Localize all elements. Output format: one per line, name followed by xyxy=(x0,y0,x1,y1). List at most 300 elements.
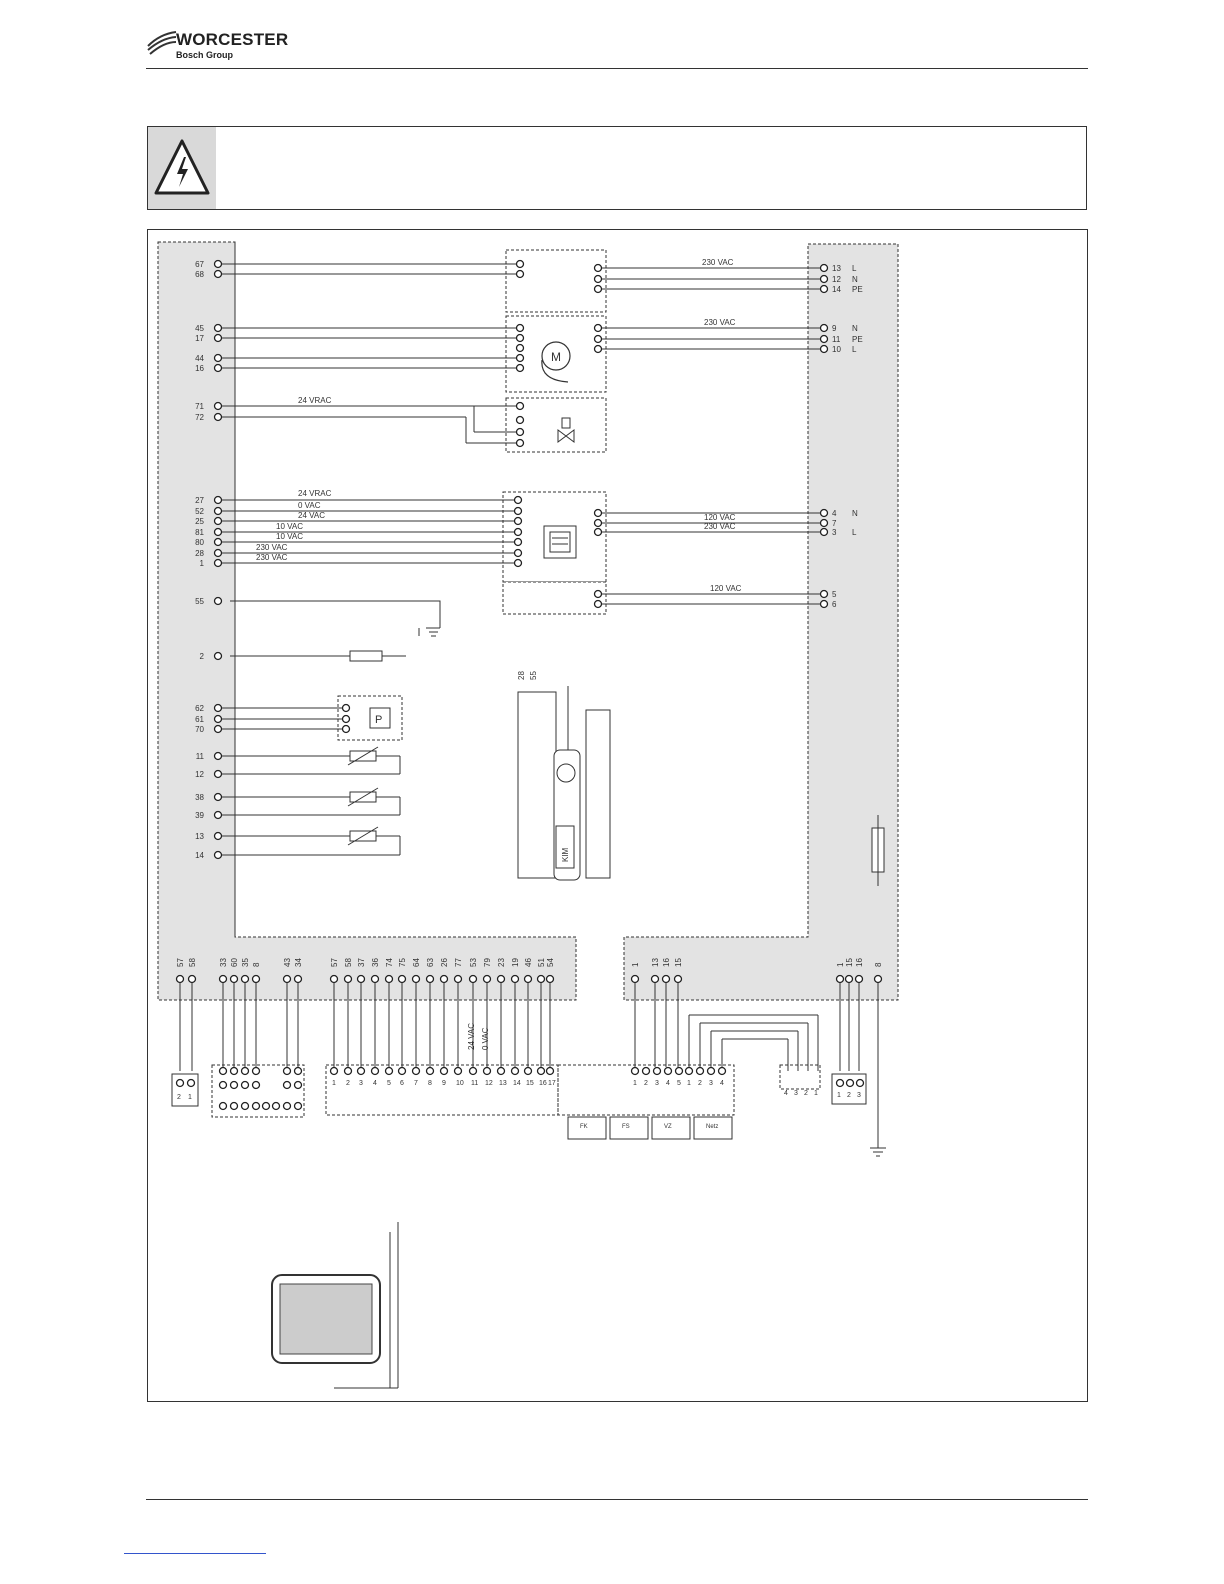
connector-label: KIM xyxy=(561,847,570,862)
relay-terminal xyxy=(295,1103,302,1110)
bottom-terminal xyxy=(345,976,352,983)
bottom-terminal xyxy=(220,976,227,983)
strip-c-label: 2 xyxy=(698,1080,702,1087)
component-terminal xyxy=(515,508,522,515)
bottom-terminal-label: 64 xyxy=(412,958,421,967)
earth-icon xyxy=(419,628,440,636)
bottom-terminal-label: 19 xyxy=(511,958,520,967)
mains-terminal xyxy=(847,1080,854,1087)
module-label: VZ xyxy=(664,1124,672,1130)
bottom-terminal-label: 15 xyxy=(845,958,854,967)
strip-terminal-label: 8 xyxy=(428,1080,432,1087)
left-terminal xyxy=(215,539,222,546)
bottom-terminal xyxy=(331,976,338,983)
bottom-terminal xyxy=(441,976,448,983)
component-terminal xyxy=(517,261,524,268)
left-terminal xyxy=(215,812,222,819)
left-terminal xyxy=(215,271,222,278)
bottom-terminal xyxy=(484,976,491,983)
left-terminal xyxy=(215,598,222,605)
component-terminal xyxy=(595,601,602,608)
component-terminal xyxy=(515,539,522,546)
small-terminal-label: 2 xyxy=(177,1094,181,1101)
relay-terminal xyxy=(284,1082,291,1089)
switch-pin-label: 3 xyxy=(794,1090,798,1097)
mains-terminal-label: 3 xyxy=(857,1092,861,1099)
component-terminal xyxy=(595,276,602,283)
component-terminal xyxy=(517,429,524,436)
bottom-terminal xyxy=(386,976,393,983)
left-terminal-label: 70 xyxy=(195,725,204,734)
left-terminal-label: 44 xyxy=(195,354,204,363)
bottom-terminal-label: 51 xyxy=(537,958,546,967)
strip-terminal-label: 10 xyxy=(456,1080,464,1087)
left-terminal xyxy=(215,325,222,332)
strip-terminal-label: 6 xyxy=(400,1080,404,1087)
strip-terminal xyxy=(455,1068,462,1075)
bottom-terminal xyxy=(547,976,554,983)
right-terminal xyxy=(821,265,828,272)
brand-name: WORCESTER xyxy=(176,30,289,49)
wire-label: 24 VAC xyxy=(467,1023,476,1050)
right-terminal-signal: N xyxy=(852,324,858,333)
left-terminal-label: 12 xyxy=(195,770,204,779)
bottom-terminal-label: 26 xyxy=(440,958,449,967)
wire-label: 0 VAC xyxy=(481,1027,490,1050)
right-terminal-number: 7 xyxy=(832,519,837,528)
left-terminal-label: 28 xyxy=(195,549,204,558)
left-terminal xyxy=(215,753,222,760)
bottom-terminal-label: 35 xyxy=(241,958,250,967)
left-terminal xyxy=(215,833,222,840)
bottom-terminal-label: 57 xyxy=(330,958,339,967)
bottom-terminal xyxy=(413,976,420,983)
left-terminal xyxy=(215,508,222,515)
left-terminal-label: 38 xyxy=(195,793,204,802)
left-terminal-label: 62 xyxy=(195,704,204,713)
strip-terminal-label: 17 xyxy=(548,1080,556,1087)
bottom-terminal-label: 74 xyxy=(385,958,394,967)
bottom-terminal xyxy=(399,976,406,983)
bottom-terminal-label: 60 xyxy=(230,958,239,967)
relay-terminal xyxy=(242,1103,249,1110)
module-label: FS xyxy=(622,1124,630,1130)
mains-terminal xyxy=(837,1080,844,1087)
connector-label: 55 xyxy=(529,671,538,680)
wire-label: 24 VRAC xyxy=(298,396,332,405)
bottom-terminal-label: 1 xyxy=(631,962,640,967)
strip-terminal xyxy=(538,1068,545,1075)
right-terminal-signal: PE xyxy=(852,285,863,294)
bottom-terminal xyxy=(455,976,462,983)
brand-subtitle: Bosch Group xyxy=(176,50,234,60)
strip-terminal-label: 3 xyxy=(359,1080,363,1087)
wire-label: 230 VAC xyxy=(704,522,736,531)
component-terminal xyxy=(595,336,602,343)
small-terminal-label: 1 xyxy=(188,1094,192,1101)
component-terminal xyxy=(343,716,350,723)
strip-terminal-label: 14 xyxy=(513,1080,521,1087)
right-terminal-signal: PE xyxy=(852,335,863,344)
resistor-icon xyxy=(350,651,382,661)
strip-terminal-label: 9 xyxy=(442,1080,446,1087)
strip-terminal xyxy=(413,1068,420,1075)
warning-box xyxy=(147,126,1087,210)
bottom-terminal-label: 43 xyxy=(283,958,292,967)
gateway-module-icon xyxy=(272,1222,398,1388)
relay-terminal xyxy=(273,1103,280,1110)
component-terminal xyxy=(515,529,522,536)
small-terminal xyxy=(177,1080,184,1087)
bottom-terminal xyxy=(837,976,844,983)
bottom-terminal-label: 16 xyxy=(662,958,671,967)
strip-terminal xyxy=(498,1068,505,1075)
left-terminal-label: 68 xyxy=(195,270,204,279)
right-terminal-number: 6 xyxy=(832,600,837,609)
relay-terminal xyxy=(242,1068,249,1075)
strip-terminal xyxy=(427,1068,434,1075)
left-terminal-label: 67 xyxy=(195,260,204,269)
bottom-terminal xyxy=(242,976,249,983)
strip-terminal-label: 4 xyxy=(373,1080,377,1087)
strip-b-label: 4 xyxy=(666,1080,670,1087)
strip-terminal xyxy=(512,1068,519,1075)
module-label: FK xyxy=(580,1124,588,1130)
left-terminal xyxy=(215,403,222,410)
component-terminal xyxy=(517,355,524,362)
component-terminal xyxy=(343,705,350,712)
strip-c-terminal xyxy=(697,1068,704,1075)
wire-label: 24 VAC xyxy=(298,511,325,520)
right-terminal-number: 13 xyxy=(832,264,841,273)
bottom-terminal-label: 23 xyxy=(497,958,506,967)
strip-c-label: 3 xyxy=(709,1080,713,1087)
left-terminal xyxy=(215,529,222,536)
bottom-terminal xyxy=(295,976,302,983)
left-terminal-label: 72 xyxy=(195,413,204,422)
relay-terminal xyxy=(295,1082,302,1089)
left-terminal-label: 11 xyxy=(195,752,204,761)
strip-b-label: 2 xyxy=(644,1080,648,1087)
ground-icon xyxy=(870,1100,886,1156)
footer-link-underline xyxy=(124,1553,266,1554)
strip-terminal-label: 12 xyxy=(485,1080,493,1087)
strip-terminal-label: 13 xyxy=(499,1080,507,1087)
bottom-terminal xyxy=(427,976,434,983)
component-terminal xyxy=(517,335,524,342)
right-terminal xyxy=(821,529,828,536)
wire-label: 10 VAC xyxy=(276,532,303,541)
component-terminal xyxy=(515,518,522,525)
left-terminal-label: 1 xyxy=(199,559,204,568)
relay-terminal xyxy=(253,1103,260,1110)
left-terminal xyxy=(215,794,222,801)
right-terminal xyxy=(821,346,828,353)
strip-terminal xyxy=(345,1068,352,1075)
switch-pin-label: 2 xyxy=(804,1090,808,1097)
component-terminal xyxy=(595,510,602,517)
left-terminal-label: 27 xyxy=(195,496,204,505)
strip-terminal-label: 2 xyxy=(346,1080,350,1087)
strip-terminal xyxy=(470,1068,477,1075)
left-terminal xyxy=(215,365,222,372)
strip-terminal-label: 16 xyxy=(539,1080,547,1087)
bottom-terminal-label: 77 xyxy=(454,958,463,967)
left-terminal xyxy=(215,497,222,504)
bottom-terminal-label: 36 xyxy=(371,958,380,967)
relay-terminal xyxy=(220,1082,227,1089)
strip-terminal xyxy=(547,1068,554,1075)
right-terminal-number: 5 xyxy=(832,590,837,599)
bottom-terminal-label: 58 xyxy=(188,958,197,967)
left-terminal xyxy=(215,355,222,362)
bottom-terminal-label: 46 xyxy=(524,958,533,967)
left-terminal xyxy=(215,653,222,660)
mains-terminal-label: 1 xyxy=(837,1092,841,1099)
strip-b-terminal xyxy=(665,1068,672,1075)
right-terminal-number: 4 xyxy=(832,509,837,518)
relay-terminal xyxy=(263,1103,270,1110)
bottom-terminal-label: 1 xyxy=(836,962,845,967)
relay-terminal xyxy=(253,1068,260,1075)
strip-c-terminal xyxy=(708,1068,715,1075)
wire-label: 230 VAC xyxy=(256,553,288,562)
strip-terminal xyxy=(525,1068,532,1075)
bottom-terminal xyxy=(846,976,853,983)
left-terminal xyxy=(215,560,222,567)
bottom-terminal-label: 75 xyxy=(398,958,407,967)
component-terminal xyxy=(517,271,524,278)
relay-terminal xyxy=(231,1082,238,1089)
component-terminal xyxy=(517,417,524,424)
bottom-terminal xyxy=(231,976,238,983)
component-terminal xyxy=(515,560,522,567)
right-terminal-number: 12 xyxy=(832,275,841,284)
bottom-terminal-label: 8 xyxy=(874,962,883,967)
left-terminal xyxy=(215,335,222,342)
right-terminal xyxy=(821,276,828,283)
bottom-terminal xyxy=(512,976,519,983)
electric-shock-warning-icon xyxy=(148,127,216,209)
right-terminal-signal: L xyxy=(852,528,857,537)
component-terminal xyxy=(595,286,602,293)
wire-label: 120 VAC xyxy=(710,584,742,593)
bottom-terminal xyxy=(663,976,670,983)
bottom-terminal xyxy=(358,976,365,983)
thermistor-icons xyxy=(348,747,378,845)
bottom-terminal-label: 8 xyxy=(252,962,261,967)
bottom-terminal-label: 13 xyxy=(651,958,660,967)
left-terminal xyxy=(215,518,222,525)
relay-terminal xyxy=(231,1103,238,1110)
component-terminal xyxy=(595,591,602,598)
relay-terminal xyxy=(295,1068,302,1075)
left-terminal xyxy=(215,716,222,723)
left-terminal-label: 2 xyxy=(199,652,204,661)
right-terminal-signal: L xyxy=(852,264,857,273)
right-terminal xyxy=(821,510,828,517)
wire-label: 230 VAC xyxy=(702,258,734,267)
left-terminal-label: 14 xyxy=(195,851,204,860)
left-terminal-label: 17 xyxy=(195,334,204,343)
right-terminal-signal: N xyxy=(852,509,858,518)
small-terminal xyxy=(188,1080,195,1087)
wire-label: 0 VAC xyxy=(298,501,321,510)
module-label: Netz xyxy=(706,1124,719,1130)
component-terminal xyxy=(515,497,522,504)
strip-b-label: 1 xyxy=(633,1080,637,1087)
left-terminal-label: 61 xyxy=(195,715,204,724)
right-terminal-signal: L xyxy=(852,345,857,354)
bottom-terminal xyxy=(632,976,639,983)
component-terminal xyxy=(517,365,524,372)
right-terminal xyxy=(821,520,828,527)
relay-terminal xyxy=(242,1082,249,1089)
component-terminal xyxy=(517,325,524,332)
svg-text:M: M xyxy=(551,350,561,364)
component-terminal xyxy=(517,345,524,352)
relay-terminal xyxy=(220,1068,227,1075)
left-terminal xyxy=(215,705,222,712)
left-terminal xyxy=(215,852,222,859)
left-terminal-label: 80 xyxy=(195,538,204,547)
right-terminal xyxy=(821,286,828,293)
switch-terminal-block xyxy=(780,1065,820,1089)
wire-label: 10 VAC xyxy=(276,522,303,531)
strip-terminal xyxy=(331,1068,338,1075)
bottom-terminal-label: 37 xyxy=(357,958,366,967)
bottom-terminal-label: 58 xyxy=(344,958,353,967)
small-terminal-block xyxy=(172,1074,198,1106)
switch-pin-label: 4 xyxy=(784,1090,788,1097)
component-terminal xyxy=(595,346,602,353)
left-terminal xyxy=(215,550,222,557)
bottom-terminal xyxy=(856,976,863,983)
component-terminal xyxy=(517,403,524,410)
bottom-terminal xyxy=(875,976,882,983)
bottom-terminal xyxy=(177,976,184,983)
right-terminal xyxy=(821,601,828,608)
footer-rule xyxy=(146,1499,1088,1500)
right-terminal xyxy=(821,591,828,598)
left-terminal-label: 25 xyxy=(195,517,204,526)
right-terminal-number: 11 xyxy=(832,335,841,344)
wiring-diagram-svg xyxy=(148,230,1087,1401)
left-terminal-label: 13 xyxy=(195,832,204,841)
right-terminal xyxy=(821,325,828,332)
left-terminal-label: 81 xyxy=(195,528,204,537)
left-terminal xyxy=(215,726,222,733)
bottom-terminal-label: 33 xyxy=(219,958,228,967)
wiring-diagram xyxy=(147,229,1088,1402)
strip-b-label: 3 xyxy=(655,1080,659,1087)
mains-terminal xyxy=(857,1080,864,1087)
bottom-terminal xyxy=(498,976,505,983)
strip-terminal xyxy=(358,1068,365,1075)
connector-label: 28 xyxy=(517,671,526,680)
left-terminal-label: 39 xyxy=(195,811,204,820)
left-terminal xyxy=(215,771,222,778)
component-terminal xyxy=(515,550,522,557)
bottom-terminal xyxy=(525,976,532,983)
strip-terminal-label: 1 xyxy=(332,1080,336,1087)
component-terminal xyxy=(595,325,602,332)
bottom-terminal xyxy=(284,976,291,983)
left-terminal-label: 52 xyxy=(195,507,204,516)
bottom-terminal-label: 63 xyxy=(426,958,435,967)
wire-label: 230 VAC xyxy=(704,318,736,327)
strip-terminal xyxy=(441,1068,448,1075)
bottom-terminal xyxy=(652,976,659,983)
relay-terminal xyxy=(284,1068,291,1075)
bottom-terminal-label: 16 xyxy=(855,958,864,967)
right-terminal-signal: N xyxy=(852,275,858,284)
relay-terminal xyxy=(231,1068,238,1075)
component-terminal xyxy=(595,265,602,272)
strip-b-terminal xyxy=(654,1068,661,1075)
bottom-terminal xyxy=(538,976,545,983)
strip-b-label: 5 xyxy=(677,1080,681,1087)
left-terminal xyxy=(215,414,222,421)
strip-b-terminal xyxy=(643,1068,650,1075)
mains-terminal-block xyxy=(832,1074,866,1104)
right-terminal xyxy=(821,336,828,343)
left-terminal-label: 16 xyxy=(195,364,204,373)
left-terminal xyxy=(215,261,222,268)
bottom-terminal-label: 53 xyxy=(469,958,478,967)
bottom-terminal-label: 57 xyxy=(176,958,185,967)
wire-label: 230 VAC xyxy=(256,543,288,552)
strip-c-terminal xyxy=(686,1068,693,1075)
bottom-terminal xyxy=(675,976,682,983)
strip-b-terminal xyxy=(632,1068,639,1075)
strip-terminal xyxy=(399,1068,406,1075)
strip-terminal xyxy=(484,1068,491,1075)
strip-c-terminal xyxy=(719,1068,726,1075)
component-terminal xyxy=(595,520,602,527)
bottom-terminal xyxy=(189,976,196,983)
component-terminal xyxy=(343,726,350,733)
bottom-terminal-label: 34 xyxy=(294,958,303,967)
wire-label: 24 VRAC xyxy=(298,489,332,498)
component-terminal xyxy=(517,440,524,447)
strip-terminal-label: 11 xyxy=(471,1080,479,1087)
left-terminal-label: 45 xyxy=(195,324,204,333)
warning-icon-panel xyxy=(148,127,216,209)
switch-pin-label: 1 xyxy=(814,1090,818,1097)
mains-terminal-label: 2 xyxy=(847,1092,851,1099)
strip-terminal-label: 5 xyxy=(387,1080,391,1087)
left-terminal-label: 55 xyxy=(195,597,204,606)
strip-b-terminal xyxy=(676,1068,683,1075)
bottom-terminal xyxy=(253,976,260,983)
strip-c-label: 1 xyxy=(687,1080,691,1087)
header-rule xyxy=(146,68,1088,69)
strip-terminal-label: 7 xyxy=(414,1080,418,1087)
bottom-terminal xyxy=(470,976,477,983)
svg-text:P: P xyxy=(375,714,383,726)
bottom-terminal-label: 54 xyxy=(546,958,555,967)
bottom-terminal xyxy=(372,976,379,983)
strip-c-label: 4 xyxy=(720,1080,724,1087)
component-terminal xyxy=(595,529,602,536)
relay-terminal xyxy=(284,1103,291,1110)
wire-label: 120 VAC xyxy=(704,513,736,522)
bottom-terminal-label: 15 xyxy=(674,958,683,967)
right-terminal-number: 9 xyxy=(832,324,837,333)
relay-terminal xyxy=(253,1082,260,1089)
right-terminal-number: 10 xyxy=(832,345,841,354)
